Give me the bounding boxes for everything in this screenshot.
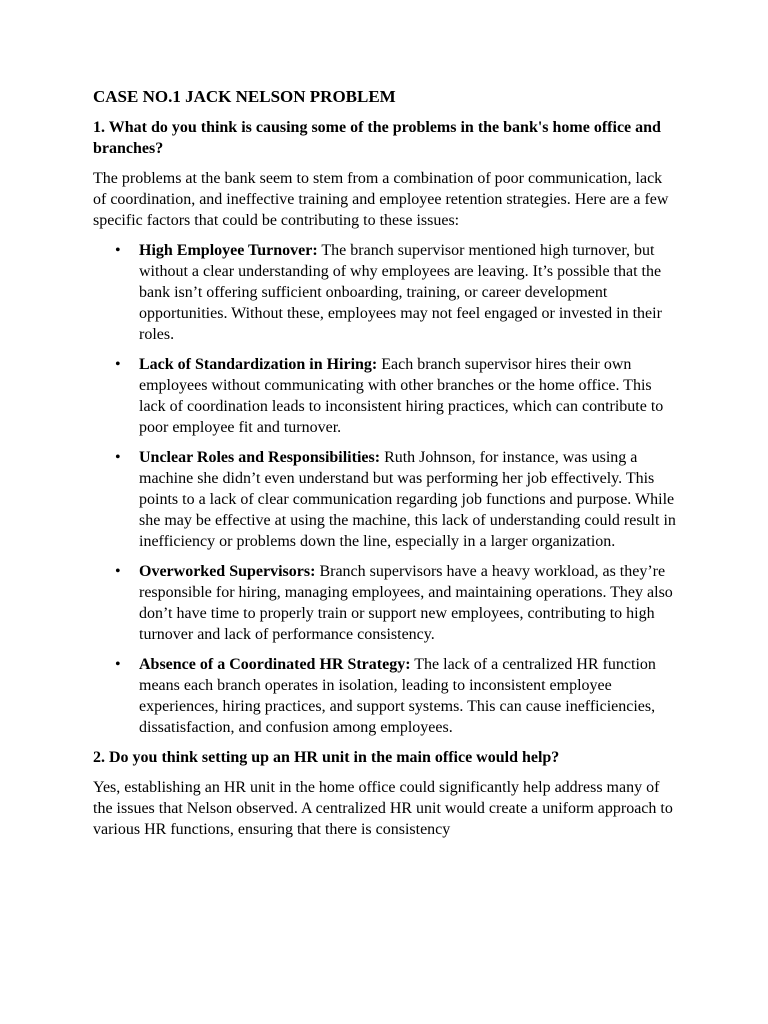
list-item (93, 240, 677, 345)
intro-paragraph: The problems at the bank seem to stem from a combination of poor communication, lack of coordination, and ineffective training and employee retention strategies. Here are a few specific factors that could be contributing to these issues: (93, 170, 669, 229)
bullet-icon: • (115, 242, 121, 259)
bullet-text: Branch supervisors have a heavy workload, as they’re responsible for hiring, managing employees, and maintaining operations. They also don’t have time to properly train or support new employees, contributing to high turnover and lack of performance consistency. (139, 563, 673, 643)
question-1: 1. What do you think is causing some of the problems in the bank's home office and branches? (93, 119, 661, 157)
bullet-term: High Employee Turnover: (139, 242, 318, 259)
bullet-text: Each branch supervisor hires their own employees without communicating with other branches or the home office. This lack of coordination leads to inconsistent hiring practices, which can contribute to poor employee fit and turnover. (139, 356, 664, 436)
bullet-term: Lack of Standardization in Hiring: (139, 356, 378, 373)
answer-2-paragraph: Yes, establishing an HR unit in the home office could significantly help address many of the issues that Nelson observed. A centralized HR unit would create a uniform approach to various HR functions, ensuring that there is consistency (93, 779, 673, 838)
bullet-text: Ruth Johnson, for instance, was using a machine she didn’t even understand but was performing her job effectively. This points to a lack of clear communication regarding job functions and purpose. While she may be effective at using the machine, this lack of understanding could result in inefficiency or problems down the line, especially in a larger organization. (139, 449, 676, 550)
bullet-term: Overworked Supervisors: (139, 563, 316, 580)
bullet-term: Unclear Roles and Responsibilities: (139, 449, 381, 466)
bullet-text: The branch supervisor mentioned high turnover, but without a clear understanding of why employees are leaving. It’s possible that the bank isn’t offering sufficient onboarding, training, or career development opportunities. Without these, employees may not feel engaged or invested in their roles. (139, 242, 662, 343)
bullet-icon: • (115, 656, 121, 673)
question-2: 2. Do you think setting up an HR unit in the main office would help? (93, 749, 560, 766)
list-item (93, 561, 677, 645)
bullet-text: The lack of a centralized HR function means each branch operates in isolation, leading to inconsistent employee experiences, hiring practices, and support systems. This can cause inefficiencies, dissatisfaction, and confusion among employees. (139, 656, 656, 736)
factor-list (93, 240, 677, 738)
bullet-icon: • (115, 563, 121, 580)
case-title: CASE NO.1 JACK NELSON PROBLEM (93, 87, 396, 106)
list-item (93, 354, 677, 438)
bullet-icon: • (115, 356, 121, 373)
list-item (93, 447, 677, 552)
bullet-icon: • (115, 449, 121, 466)
document-page (93, 86, 677, 849)
list-item (93, 654, 677, 738)
bullet-term: Absence of a Coordinated HR Strategy: (139, 656, 411, 673)
